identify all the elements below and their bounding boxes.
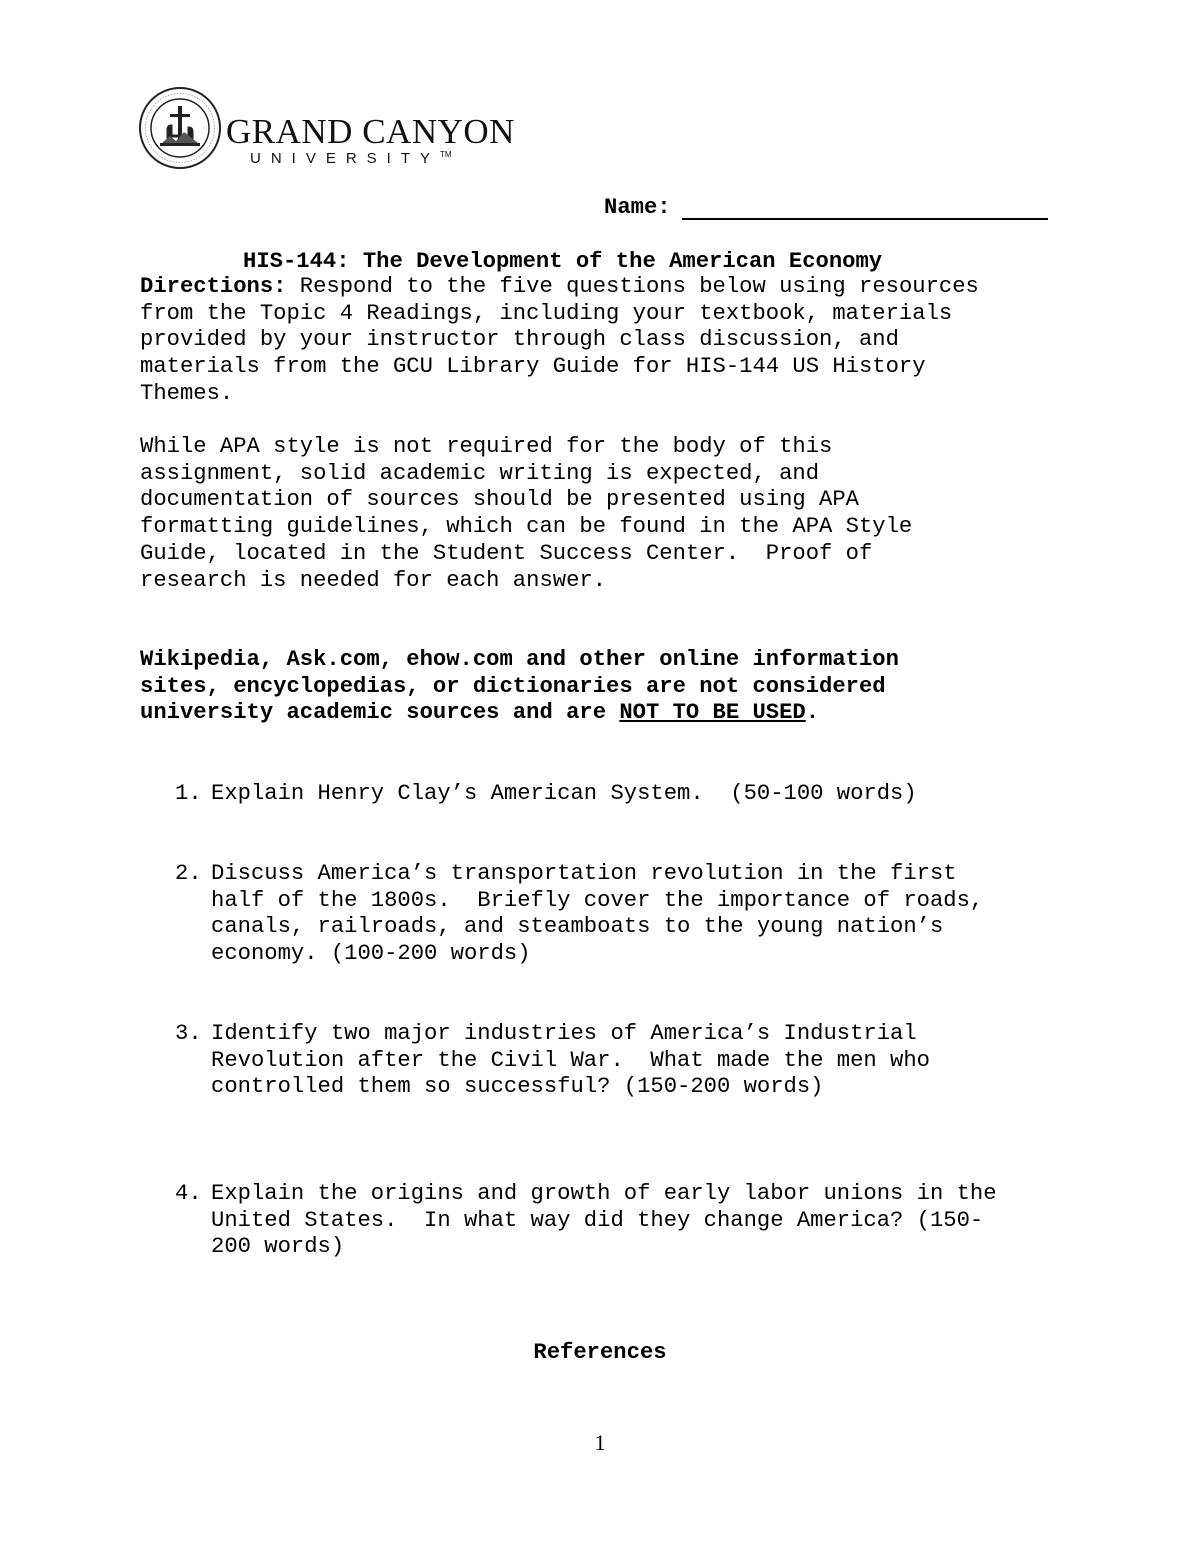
name-label: Name:	[604, 195, 671, 220]
name-field-line[interactable]	[682, 218, 1048, 220]
question-number: 1.	[175, 781, 202, 806]
question-text: Discuss America’s transportation revolution in the first half of the 1800s. Briefly cover the importance of roads, canals, railroads, and steamboats to the young nation’s economy. (100-200 words)	[211, 861, 984, 967]
university-seal-icon	[138, 86, 222, 170]
question-number: 3.	[175, 1021, 202, 1046]
university-logo	[138, 86, 515, 172]
not-to-be-used-emphasis: NOT TO BE USED	[619, 700, 806, 726]
references-heading: References	[533, 1340, 667, 1365]
logo-word-1: GRAND CANYON	[226, 112, 515, 151]
apa-paragraph: While APA style is not required for the body of this assignment, solid academic writing is expected, and documentation of sources should be presented using APA formatting guidelines, which can be found in the APA Style Guide, located in the Student Success Center. Proof of research is needed for each answer.	[140, 434, 913, 593]
document-title: HIS-144: The Development of the American Economy	[243, 249, 883, 274]
question-text: Explain the origins and growth of early labor unions in the United States. In what way did they change America? (150- 200 words)	[211, 1181, 997, 1260]
question-text: Identify two major industries of America’s Industrial Revolution after the Civil War. What made the men who controlled them so successful? (150-200 words)	[211, 1021, 930, 1100]
question-text: Explain Henry Clay’s American System. (50-100 words)	[211, 781, 917, 806]
page-number: 1	[594, 1430, 606, 1455]
logo-subtitle: UNIVERSITY™	[250, 150, 452, 167]
trademark: TM	[440, 150, 452, 159]
directions-label: Directions:	[140, 274, 287, 299]
question-number: 2.	[175, 861, 202, 886]
sources-warning: Wikipedia, Ask.com, ehow.com and other online information sites, encyclopedias, or dictionaries are not considered university academic sources and are NOT TO BE USED.	[140, 647, 899, 726]
logo-wordmark	[226, 112, 515, 152]
question-number: 4.	[175, 1181, 202, 1206]
directions-paragraph: Directions: Respond to the five questions below using resources from the Topic 4 Readings, including your textbook, materials provided by your instructor through class discussion, and materials from the GCU Library Guide for HIS-144 US History Themes.	[140, 274, 979, 406]
